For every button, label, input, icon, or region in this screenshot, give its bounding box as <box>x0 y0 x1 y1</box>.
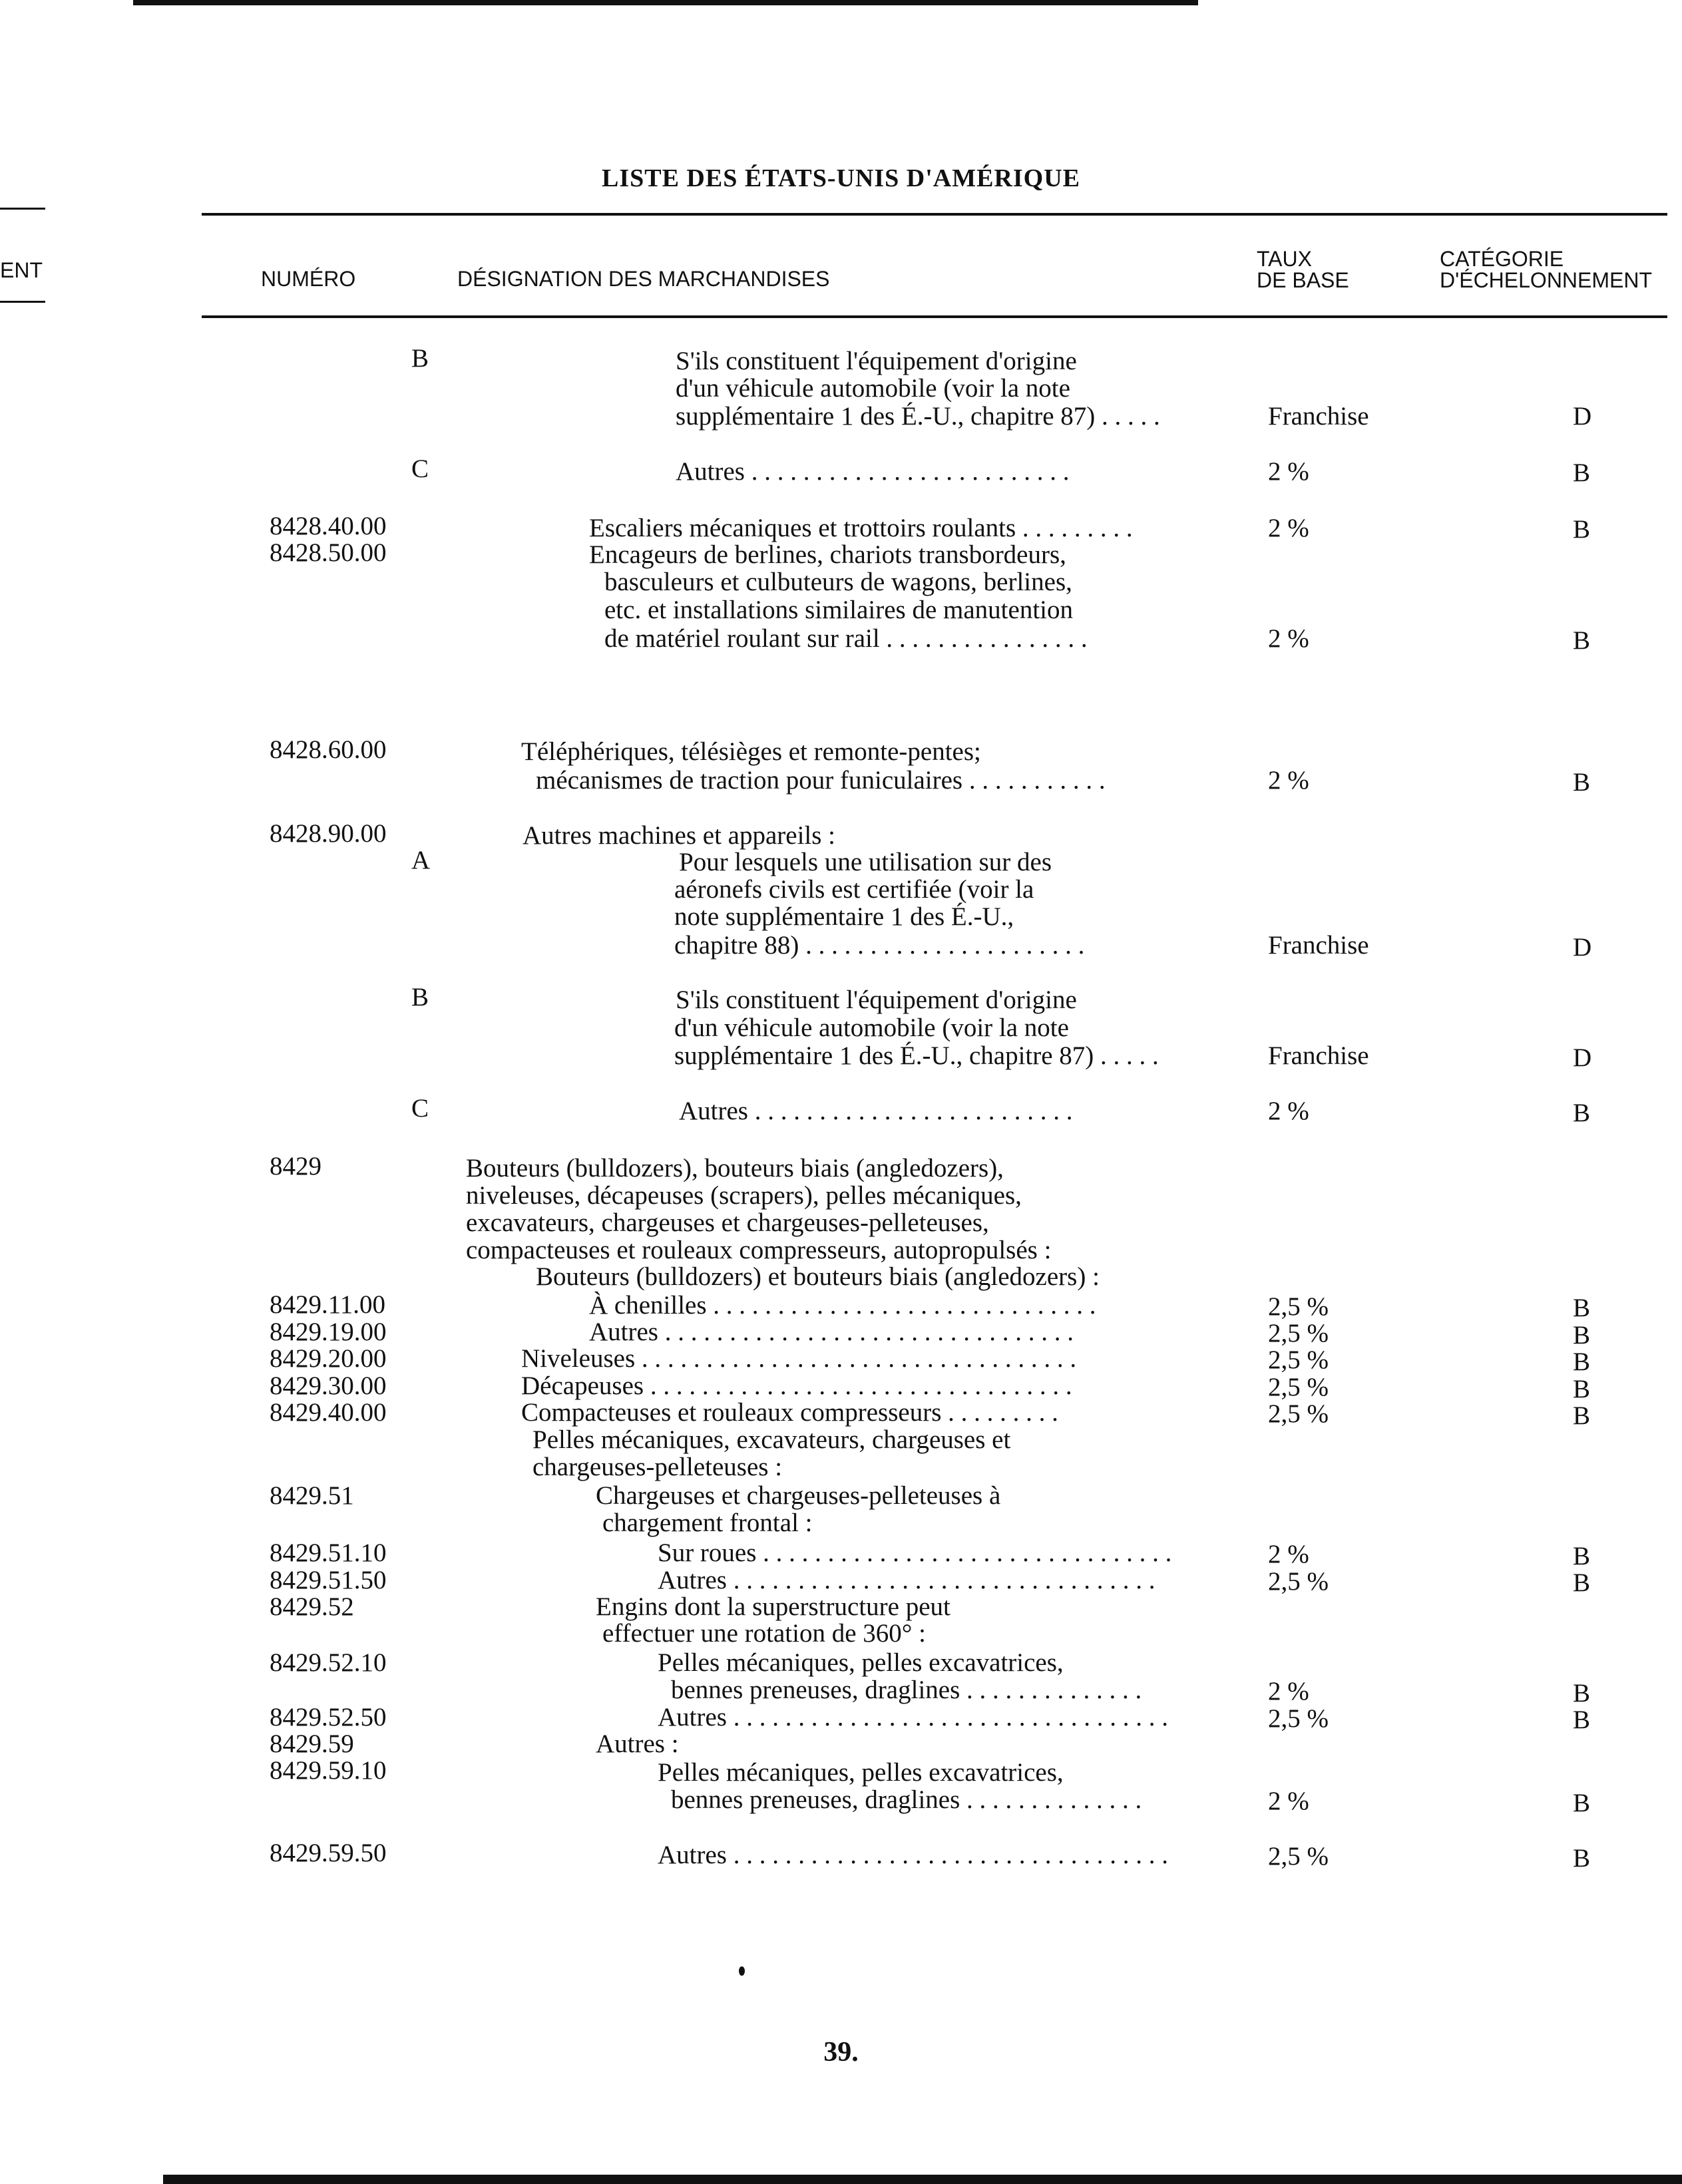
description-line: Décapeuses . . . . . . . . . . . . . . . . . . . . . . . . . . . . . . . . . <box>521 1371 1072 1400</box>
tariff-number: 8429 <box>270 1152 321 1181</box>
base-rate: 2 % <box>1268 514 1309 542</box>
staging-category: B <box>1573 1401 1591 1430</box>
description-line: Chargeuses et chargeuses-pelleteuses à <box>596 1481 1001 1510</box>
left-margin-rule-top <box>0 208 45 210</box>
base-rate: 2 % <box>1268 1097 1309 1125</box>
base-rate: 2,5 % <box>1268 1373 1329 1401</box>
page-number: 39. <box>823 2037 859 2068</box>
description-line: Niveleuses . . . . . . . . . . . . . . . . . . . . . . . . . . . . . . . . . . <box>521 1344 1077 1373</box>
description-line: chargeuses-pelleteuses : <box>532 1453 783 1481</box>
tariff-number: 8428.60.00 <box>270 735 387 764</box>
top-scan-edge <box>133 0 1198 5</box>
description-line: Autres : <box>596 1729 679 1758</box>
staging-category: B <box>1573 1568 1591 1597</box>
description-line: Bouteurs (bulldozers), bouteurs biais (angledozers), <box>466 1154 1004 1183</box>
description-line: Autres . . . . . . . . . . . . . . . . . . . . . . . . . . . . . . . . <box>589 1318 1074 1346</box>
description-line: compacteuses et rouleaux compresseurs, autopropulsés : <box>466 1236 1052 1264</box>
tariff-number: 8428.40.00 <box>270 512 387 540</box>
staging-category: B <box>1573 626 1591 655</box>
description-line: bennes preneuses, draglines . . . . . . . . . . . . . . <box>671 1676 1142 1704</box>
tariff-number: 8429.20.00 <box>270 1344 387 1373</box>
tariff-number: 8428.50.00 <box>270 538 387 567</box>
description-line: Autres . . . . . . . . . . . . . . . . . . . . . . . . . . . . . . . . . . <box>658 1841 1168 1869</box>
staging-category: B <box>1573 1099 1591 1127</box>
base-rate: 2,5 % <box>1268 1704 1329 1733</box>
header-numero: NUMÉRO <box>261 267 356 291</box>
description-line: Autres . . . . . . . . . . . . . . . . . . . . . . . . . <box>676 457 1070 486</box>
description-line: mécanismes de traction pour funiculaires . . . . . . . . . . . <box>536 766 1106 795</box>
tariff-number: 8429.52 <box>270 1592 354 1621</box>
page-title: LISTE DES ÉTATS-UNIS D'AMÉRIQUE <box>601 164 1081 192</box>
subheading-letter: B <box>411 344 429 373</box>
margin-fragment: ENT <box>0 258 43 282</box>
description-line: Escaliers mécaniques et trottoirs roulants . . . . . . . . . <box>589 514 1133 542</box>
staging-category: B <box>1573 1542 1591 1570</box>
scan-speck <box>739 1966 745 1976</box>
tariff-number: 8429.51.50 <box>270 1566 387 1594</box>
header-taux-1: TAUX <box>1257 247 1312 271</box>
description-line: supplémentaire 1 des É.-U., chapitre 87) . . . . . <box>676 402 1160 431</box>
header-taux-2: DE BASE <box>1257 268 1349 292</box>
base-rate: 2,5 % <box>1268 1319 1329 1348</box>
description-line: effectuer une rotation de 360° : <box>602 1619 926 1648</box>
tariff-number: 8429.40.00 <box>270 1398 387 1427</box>
base-rate: 2 % <box>1268 624 1309 653</box>
staging-category: B <box>1573 1375 1591 1403</box>
description-line: niveleuses, décapeuses (scrapers), pelles mécaniques, <box>466 1181 1022 1210</box>
staging-category: B <box>1573 1348 1591 1376</box>
description-line: supplémentaire 1 des É.-U., chapitre 87) . . . . . <box>674 1041 1159 1070</box>
description-line: Sur roues . . . . . . . . . . . . . . . . . . . . . . . . . . . . . . . . <box>658 1539 1172 1567</box>
description-line: Encageurs de berlines, chariots transbordeurs, <box>589 540 1066 569</box>
description-line: S'ils constituent l'équipement d'origine <box>676 986 1077 1014</box>
description-line: Engins dont la superstructure peut <box>596 1592 950 1621</box>
header-cat-2: D'ÉCHELONNEMENT <box>1440 268 1653 292</box>
description-line: aéronefs civils est certifiée (voir la <box>674 875 1034 904</box>
staging-category: D <box>1573 1043 1592 1072</box>
tariff-number: 8429.30.00 <box>270 1371 387 1400</box>
header-designation: DÉSIGNATION DES MARCHANDISES <box>457 267 830 291</box>
base-rate: 2,5 % <box>1268 1292 1329 1321</box>
description-line: Pelles mécaniques, pelles excavatrices, <box>658 1758 1064 1787</box>
tariff-number: 8428.90.00 <box>270 819 387 848</box>
base-rate: 2,5 % <box>1268 1346 1329 1374</box>
description-line: Autres . . . . . . . . . . . . . . . . . . . . . . . . . . . . . . . . . <box>658 1566 1156 1594</box>
base-rate: Franchise <box>1268 931 1369 960</box>
bottom-scan-edge <box>163 2175 1682 2184</box>
staging-category: B <box>1573 1294 1591 1322</box>
staging-category: B <box>1573 1679 1591 1708</box>
tariff-number: 8429.51 <box>270 1481 354 1510</box>
base-rate: 2 % <box>1268 457 1309 486</box>
tariff-number: 8429.52.50 <box>270 1703 387 1731</box>
staging-category: B <box>1573 458 1591 487</box>
staging-category: B <box>1573 1321 1591 1350</box>
subheading-letter: C <box>411 455 429 483</box>
base-rate: 2 % <box>1268 766 1309 795</box>
tariff-number: 8429.52.10 <box>270 1648 387 1677</box>
base-rate: 2,5 % <box>1268 1399 1329 1428</box>
staging-category: D <box>1573 933 1592 962</box>
subheading-letter: A <box>411 846 431 874</box>
tariff-number: 8429.59 <box>270 1729 354 1758</box>
staging-category: B <box>1573 1844 1591 1873</box>
staging-category: B <box>1573 768 1591 797</box>
staging-category: D <box>1573 402 1592 431</box>
tariff-number: 8429.19.00 <box>270 1318 387 1346</box>
staging-category: B <box>1573 1789 1591 1817</box>
description-line: Téléphériques, télésièges et remonte-pentes; <box>521 737 981 766</box>
description-line: bennes preneuses, draglines . . . . . . . . . . . . . . <box>671 1785 1142 1814</box>
tariff-number: 8429.51.10 <box>270 1539 387 1567</box>
description-line: Pelles mécaniques, pelles excavatrices, <box>658 1648 1064 1677</box>
base-rate: 2 % <box>1268 1787 1309 1815</box>
description-line: d'un véhicule automobile (voir la note <box>674 1013 1069 1042</box>
header-top-rule <box>202 213 1667 216</box>
base-rate: 2 % <box>1268 1540 1309 1568</box>
description-line: Compacteuses et rouleaux compresseurs . . . . . . . . . <box>521 1398 1058 1427</box>
tariff-number: 8429.11.00 <box>270 1290 386 1319</box>
subheading-letter: C <box>411 1094 429 1123</box>
description-line: Pour lesquels une utilisation sur des <box>679 848 1052 876</box>
header-bottom-rule <box>202 315 1667 318</box>
staging-category: B <box>1573 515 1591 544</box>
description-line: basculeurs et culbuteurs de wagons, berlines, <box>604 568 1072 596</box>
description-line: Autres . . . . . . . . . . . . . . . . . . . . . . . . . . . . . . . . . . <box>658 1703 1168 1731</box>
tariff-number: 8429.59.10 <box>270 1756 387 1785</box>
description-line: Bouteurs (bulldozers) et bouteurs biais (angledozers) : <box>536 1262 1100 1291</box>
description-line: Autres . . . . . . . . . . . . . . . . . . . . . . . . . <box>679 1097 1073 1125</box>
tariff-number: 8429.59.50 <box>270 1839 387 1867</box>
description-line: S'ils constituent l'équipement d'origine <box>676 347 1077 375</box>
base-rate: 2,5 % <box>1268 1842 1329 1871</box>
staging-category: B <box>1573 1706 1591 1734</box>
description-line: Autres machines et appareils : <box>523 821 835 850</box>
base-rate: Franchise <box>1268 402 1369 431</box>
base-rate: Franchise <box>1268 1041 1369 1070</box>
header-cat-1: CATÉGORIE <box>1440 247 1564 271</box>
description-line: etc. et installations similaires de manutention <box>604 596 1073 624</box>
description-line: note supplémentaire 1 des É.-U., <box>674 902 1014 931</box>
base-rate: 2 % <box>1268 1677 1309 1706</box>
subheading-letter: B <box>411 983 429 1011</box>
description-line: Pelles mécaniques, excavateurs, chargeuses et <box>532 1425 1011 1454</box>
left-margin-rule-bottom <box>0 301 45 303</box>
description-line: chargement frontal : <box>602 1509 813 1537</box>
description-line: d'un véhicule automobile (voir la note <box>676 374 1070 403</box>
description-line: À chenilles . . . . . . . . . . . . . . . . . . . . . . . . . . . . . . <box>589 1291 1096 1320</box>
base-rate: 2,5 % <box>1268 1567 1329 1596</box>
description-line: chapitre 88) . . . . . . . . . . . . . . . . . . . . . . <box>674 931 1085 960</box>
description-line: excavateurs, chargeuses et chargeuses-pelleteuses, <box>466 1208 989 1237</box>
description-line: de matériel roulant sur rail . . . . . . . . . . . . . . . . <box>604 624 1088 653</box>
